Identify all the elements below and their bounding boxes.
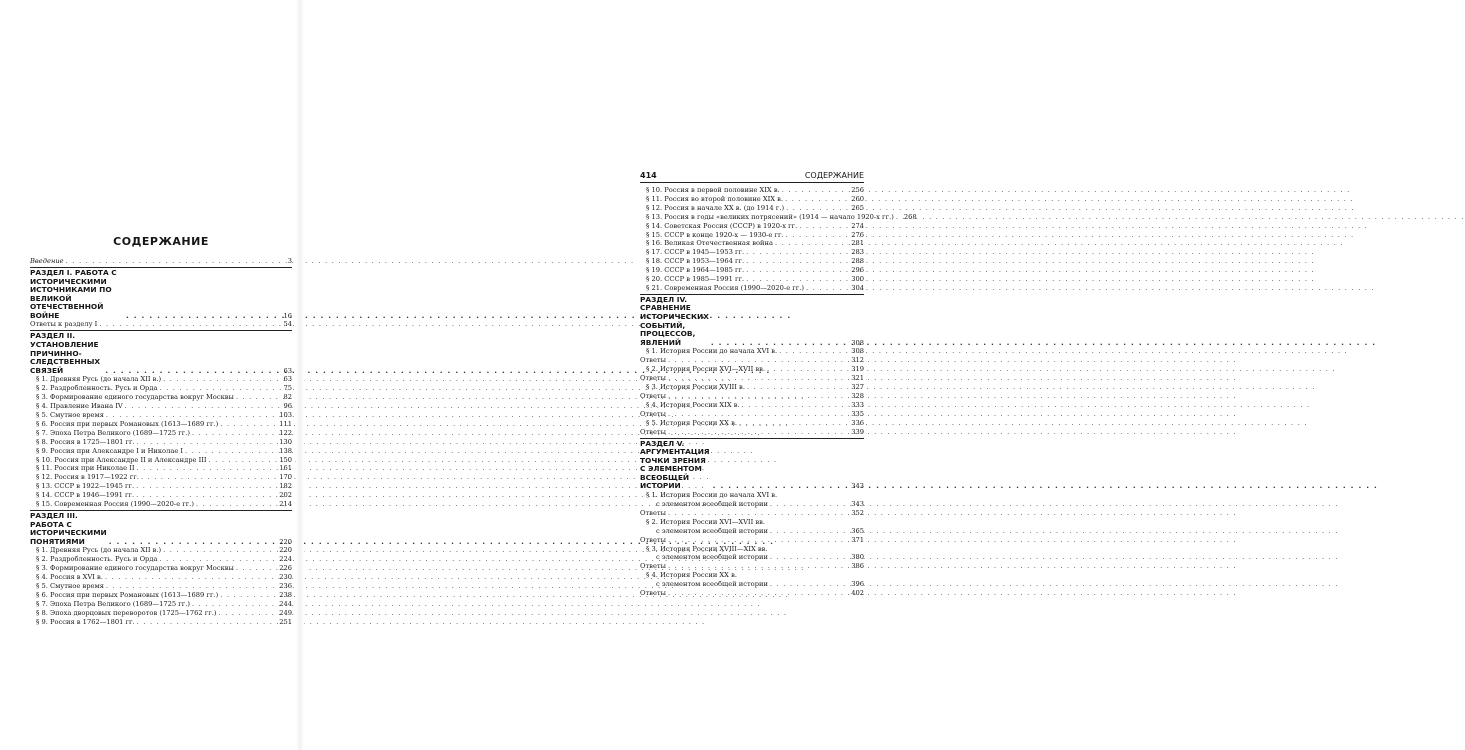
toc-entry-title: РАЗДЕЛ I. РАБОТА С ИСТОРИЧЕСКИМИ ИСТОЧНИКАМИ ПО ВЕЛИКОЙ ОТЕЧЕСТВЕННОЙ ВОЙНЕ <box>30 267 117 320</box>
toc-entry-title: с элементом всеобщей истории <box>656 526 768 535</box>
toc-leader-dots <box>109 538 277 547</box>
toc-leader-dots <box>668 589 849 598</box>
toc-entry-page: 276 <box>851 230 864 239</box>
toc-entry-sub <box>640 580 864 589</box>
toc-entry-sub <box>640 553 864 562</box>
toc-entry-answer <box>30 320 292 329</box>
toc-entry-title: § 12. Россия в начале XX в. (до 1914 г.) <box>646 203 785 212</box>
toc-entry-title: § 3. Формирование единого государства вокруг Москвы <box>36 564 234 573</box>
toc-entry-page: 352 <box>851 508 864 517</box>
toc-entry-para <box>30 555 292 564</box>
toc-entry-title: § 4. История России XIX в. <box>646 400 740 409</box>
toc-entry-title: Ответы <box>640 409 666 418</box>
toc-entry-title: § 1. История России до начала XVI в. <box>646 491 778 500</box>
toc-entry-para <box>640 212 917 222</box>
toc-entry-para <box>640 231 864 240</box>
toc-entry-para <box>30 582 292 591</box>
toc-leader-dots <box>126 312 282 321</box>
toc-entry-title: § 13. Россия в годы «великих потрясений» (1914 — начало 1920-х гг.) <box>646 212 894 221</box>
toc-entry-title: Ответы <box>640 562 666 571</box>
toc-entry-page: 300 <box>851 275 864 284</box>
toc-entry-title: § 3. История России XVIII—XIX вв. <box>646 544 768 553</box>
toc-leader-dots <box>668 536 849 545</box>
toc-entry-section <box>30 267 292 321</box>
toc-entry-para <box>640 195 864 204</box>
toc-entry-title: РАЗДЕЛ IV. СРАВНЕНИЕ ИСТОРИЧЕСКИХ СОБЫТИЙ, ПРОЦЕССОВ, ЯВЛЕНИЙ <box>640 294 709 347</box>
toc-leader-dots <box>739 419 849 428</box>
toc-entry-page: 335 <box>851 409 864 418</box>
toc-entry-title: § 12. Россия в 1917—1922 гг. <box>36 473 139 482</box>
toc-entry-title: § 9. Россия в 1762—1801 гг. <box>36 617 135 626</box>
toc-leader-dots <box>219 609 278 618</box>
toc-entry-page: 54 <box>283 320 292 329</box>
toc-entry-title: § 11. Россия при Николае II <box>36 464 135 473</box>
toc-leader-dots <box>125 402 282 411</box>
toc-leader-dots <box>668 356 849 365</box>
toc-entry-title: § 19. СССР в 1964—1985 гг. <box>646 266 745 275</box>
toc-leader-dots <box>767 365 849 374</box>
toc-entry-page: 63 <box>283 366 292 375</box>
toc-entry-title: § 9. Россия при Александре I и Николае I <box>36 446 184 455</box>
toc-entry-page: 265 <box>851 203 864 212</box>
toc-entry-page: 339 <box>851 427 864 436</box>
toc-entry-title: § 21. Современная Россия (1990—2020-е гг.) <box>646 283 805 292</box>
toc-entry-page: 224 <box>279 555 292 564</box>
toc-entry-page: 268 <box>903 212 917 221</box>
toc-entry-title: § 2. История России XVI—XVII вв. <box>646 365 765 374</box>
toc-entry-title: § 16. Великая Отечественная война <box>646 239 773 248</box>
toc-entry-page: 3 <box>287 257 292 265</box>
toc-entry-para <box>30 429 292 438</box>
toc-leader-dots <box>713 482 850 491</box>
toc-entry-para <box>30 411 292 420</box>
toc-leader-dots <box>770 580 849 589</box>
toc-entry-title: § 17. СССР в 1945—1953 гг. <box>646 248 745 257</box>
toc-entry-page: 386 <box>851 562 864 571</box>
toc-entry-title: § 20. СССР в 1985—1991 гг. <box>646 275 745 284</box>
toc-entry-page: 16 <box>283 311 292 320</box>
toc-entry-page: 274 <box>851 221 864 230</box>
toc-entry-para <box>640 571 864 580</box>
toc-leader-dots <box>105 573 277 582</box>
toc-entry-page: 308 <box>851 347 864 356</box>
toc-entry-para <box>30 573 292 582</box>
toc-entry-page: 75 <box>283 384 292 393</box>
toc-entry-para <box>30 402 292 411</box>
toc-entry-title: § 8. Россия в 1725—1801 гг. <box>36 437 135 446</box>
toc-leader-dots <box>66 257 286 266</box>
toc-entry-para <box>30 600 292 609</box>
toc-entry-para <box>640 401 864 410</box>
toc-entry-page: 327 <box>851 383 864 392</box>
toc-entry-page: 170 <box>279 473 292 482</box>
toc-entry-page: 220 <box>279 537 292 546</box>
page-title: СОДЕРЖАНИЕ <box>113 235 209 248</box>
toc-leader-dots <box>136 482 277 491</box>
toc-leader-dots <box>136 491 277 500</box>
toc-entry-sub <box>640 500 864 509</box>
toc-entry-title: § 6. Россия при первых Романовых (1613—1689 гг.) <box>36 590 219 599</box>
toc-entry-para <box>640 248 864 257</box>
toc-entry-page: 161 <box>279 464 292 473</box>
toc-leader-dots <box>785 195 849 204</box>
toc-entry-page: 138 <box>279 446 292 455</box>
toc-leader-dots <box>799 222 849 231</box>
toc-entry-page: 111 <box>279 419 292 428</box>
toc-entry-title: § 1. Древняя Русь (до начала XII в.) <box>36 375 162 384</box>
toc-entry-answer <box>640 428 864 437</box>
toc-entry-answer <box>640 410 864 419</box>
toc-entry-section <box>30 330 292 375</box>
toc-entry-title: РАЗДЕЛ III. РАБОТА С ИСТОРИЧЕСКИМИ ПОНЯТИЯМИ <box>30 510 107 546</box>
toc-entry-page: 336 <box>851 418 864 427</box>
toc-entry-para <box>640 518 864 527</box>
toc-leader-dots <box>896 213 902 222</box>
toc-leader-dots <box>806 284 849 293</box>
toc-entry-para <box>30 473 292 482</box>
toc-leader-dots <box>106 411 277 420</box>
toc-entry-para <box>30 393 292 402</box>
toc-entry-title: § 2. Раздробленность. Русь и Орда <box>36 384 158 393</box>
toc-entry-title: § 13. СССР в 1922—1945 гг. <box>36 482 135 491</box>
toc-entry-para <box>30 564 292 573</box>
toc-entry-title: § 2. Раздробленность. Русь и Орда <box>36 555 158 564</box>
toc-leader-dots <box>136 464 277 473</box>
toc-entry-title: § 2. История России XVI—XVII вв. <box>646 517 765 526</box>
toc-entry-page: 96 <box>283 402 292 411</box>
toc-leader-dots <box>159 555 277 564</box>
toc-entry-title: Ответы к разделу I <box>30 320 98 329</box>
toc-entry-page: 365 <box>851 526 864 535</box>
toc-entry-page: 402 <box>851 589 864 598</box>
toc-entry-para <box>640 266 864 275</box>
toc-entry-title: с элементом всеобщей истории <box>656 580 768 589</box>
toc-entry-title: § 15. СССР в конце 1920-х — 1930-е гг. <box>646 230 784 239</box>
left-toc-list <box>30 257 292 626</box>
toc-leader-dots <box>746 266 849 275</box>
toc-entry-page: 103 <box>279 410 292 419</box>
toc-entry-page: 150 <box>279 455 292 464</box>
toc-entry-page: 82 <box>283 393 292 402</box>
toc-leader-dots <box>163 375 281 384</box>
toc-entry-title: § 14. Советская Россия (СССР) в 1920-х гг. <box>646 221 798 230</box>
toc-leader-dots <box>163 546 277 555</box>
toc-entry-title: Введение <box>30 257 64 265</box>
toc-leader-dots <box>137 618 278 627</box>
toc-entry-title: РАЗДЕЛ II. УСТАНОВЛЕНИЕ ПРИЧИННО-СЛЕДСТВЕННЫХ СВЯЗЕЙ <box>30 331 101 375</box>
toc-entry-page: 308 <box>851 338 864 347</box>
toc-leader-dots <box>779 347 849 356</box>
toc-entry-para <box>30 420 292 429</box>
toc-entry-answer <box>640 536 864 545</box>
toc-entry-title: Ответы <box>640 427 666 436</box>
toc-leader-dots <box>746 275 849 284</box>
toc-leader-dots <box>159 384 281 393</box>
toc-entry-title: § 18. СССР в 1953—1964 гг. <box>646 257 745 266</box>
toc-entry-para <box>640 545 864 554</box>
toc-leader-dots <box>782 186 850 195</box>
toc-leader-dots <box>185 447 277 456</box>
toc-leader-dots <box>220 591 277 600</box>
toc-entry-para <box>640 222 864 231</box>
toc-entry-title: § 3. Формирование единого государства вокруг Москвы <box>36 393 234 402</box>
toc-entry-para <box>30 618 292 627</box>
toc-entry-title: § 6. Россия при первых Романовых (1613—1689 гг.) <box>36 419 219 428</box>
toc-entry-title: Ответы <box>640 589 666 598</box>
toc-entry-answer <box>640 356 864 365</box>
toc-entry-para <box>30 482 292 491</box>
toc-leader-dots <box>746 257 849 266</box>
toc-entry-page: 288 <box>851 257 864 266</box>
toc-entry-page: 380 <box>851 553 864 562</box>
toc-leader-dots <box>141 473 277 482</box>
toc-leader-dots <box>137 438 278 447</box>
toc-entry-answer <box>640 562 864 571</box>
toc-entry-section <box>640 294 864 348</box>
toc-entry-page: 283 <box>851 248 864 257</box>
toc-entry-title: с элементом всеобщей истории <box>656 553 768 562</box>
toc-entry-para <box>640 284 864 293</box>
toc-entry-page: 343 <box>851 499 864 508</box>
toc-entry-page: 321 <box>851 374 864 383</box>
toc-entry-title: § 7. Эпоха Петра Великого (1689—1725 гг.) <box>36 428 190 437</box>
toc-leader-dots <box>770 500 849 509</box>
toc-leader-dots <box>236 393 282 402</box>
toc-entry-page: 220 <box>279 546 292 555</box>
toc-entry-para <box>30 456 292 465</box>
toc-entry-page: 249 <box>279 608 292 617</box>
toc-entry-page: 304 <box>851 283 864 292</box>
toc-entry-page: 122 <box>279 428 292 437</box>
toc-entry-page: 214 <box>279 500 292 509</box>
toc-leader-dots <box>668 562 849 571</box>
toc-entry-intro <box>30 257 292 266</box>
toc-entry-title: Ответы <box>640 535 666 544</box>
toc-entry-sub <box>640 527 864 536</box>
toc-entry-title: § 5. Смутное время <box>36 410 104 419</box>
left-page <box>0 0 300 750</box>
page-number: 414 <box>640 171 657 180</box>
toc-entry-para <box>30 500 292 509</box>
toc-leader-dots <box>99 320 281 329</box>
toc-entry-section <box>640 438 864 492</box>
toc-entry-page: 256 <box>851 186 864 194</box>
toc-entry-para <box>640 347 864 356</box>
toc-leader-dots <box>668 374 849 383</box>
toc-entry-para <box>640 186 864 195</box>
running-head-title: СОДЕРЖАНИЕ <box>804 171 864 180</box>
toc-entry-page: 130 <box>279 437 292 446</box>
toc-entry-title: Ответы <box>640 508 666 517</box>
toc-entry-page: 202 <box>279 491 292 500</box>
toc-entry-para <box>640 491 864 500</box>
toc-entry-title: Ответы <box>640 391 666 400</box>
toc-entry-para <box>30 375 292 384</box>
toc-entry-para <box>30 609 292 618</box>
toc-entry-para <box>640 239 864 248</box>
toc-leader-dots <box>742 401 850 410</box>
toc-leader-dots <box>192 600 277 609</box>
toc-entry-page: 312 <box>851 356 864 365</box>
toc-entry-page: 226 <box>279 564 292 573</box>
toc-entry-page: 182 <box>279 482 292 491</box>
toc-leader-dots <box>786 231 850 240</box>
toc-leader-dots <box>786 204 849 213</box>
toc-leader-dots <box>711 339 849 348</box>
toc-entry-title: РАЗДЕЛ V. АРГУМЕНТАЦИЯ ТОЧКИ ЗРЕНИЯ С ЭЛЕМЕНТОМ ВСЕОБЩЕЙ ИСТОРИИ <box>640 438 710 491</box>
toc-leader-dots <box>220 420 277 429</box>
toc-entry-para <box>640 275 864 284</box>
toc-entry-title: § 5. Смутное время <box>36 581 104 590</box>
toc-entry-page: 371 <box>851 535 864 544</box>
toc-entry-para <box>640 204 864 213</box>
toc-entry-title: Ответы <box>640 374 666 383</box>
toc-entry-title: с элементом всеобщей истории <box>656 499 768 508</box>
toc-entry-title: § 1. Древняя Русь (до начала XII в.) <box>36 546 162 555</box>
toc-entry-title: § 5. История России XX в. <box>646 418 737 427</box>
toc-leader-dots <box>746 248 849 257</box>
toc-entry-page: 343 <box>851 482 864 491</box>
toc-entry-section <box>30 510 292 546</box>
toc-entry-para <box>30 447 292 456</box>
toc-leader-dots <box>106 582 277 591</box>
toc-entry-para <box>640 383 864 392</box>
toc-leader-dots <box>196 500 277 509</box>
toc-entry-page: 296 <box>851 266 864 275</box>
toc-entry-page: 238 <box>279 590 292 599</box>
toc-entry-title: § 4. Правление Ивана IV <box>36 402 123 411</box>
toc-leader-dots <box>747 383 849 392</box>
toc-entry-para <box>30 546 292 555</box>
toc-entry-page: 251 <box>279 617 292 626</box>
toc-entry-title: § 14. СССР в 1946—1991 гг. <box>36 491 135 500</box>
toc-leader-dots <box>192 429 277 438</box>
toc-entry-title: § 7. Эпоха Петра Великого (1689—1725 гг.) <box>36 599 190 608</box>
toc-entry-para <box>640 365 864 374</box>
toc-leader-dots <box>668 509 849 518</box>
toc-leader-dots <box>668 428 849 437</box>
toc-entry-answer <box>640 392 864 401</box>
toc-leader-dots <box>770 553 849 562</box>
toc-leader-dots <box>775 239 849 248</box>
toc-leader-dots <box>105 367 281 376</box>
toc-entry-page: 236 <box>279 581 292 590</box>
toc-entry-answer <box>640 589 864 598</box>
toc-leader-dots <box>668 392 849 401</box>
toc-entry-para <box>30 438 292 447</box>
toc-entry-title: § 8. Эпоха дворцовых переворотов (1725—1762 гг.) <box>36 608 217 617</box>
toc-entry-para <box>30 591 292 600</box>
toc-entry-page: 63 <box>283 375 292 384</box>
toc-entry-title: Ответы <box>640 356 666 365</box>
toc-entry-para <box>640 257 864 266</box>
toc-entry-title: § 1. История России до начала XVI в. <box>646 347 778 356</box>
toc-entry-page: 260 <box>851 194 864 203</box>
toc-entry-page: 328 <box>851 391 864 400</box>
toc-leader-dots <box>770 527 849 536</box>
toc-entry-answer <box>640 374 864 383</box>
toc-entry-para <box>640 419 864 428</box>
toc-entry-para <box>30 464 292 473</box>
toc-entry-para <box>30 384 292 393</box>
toc-entry-page: 333 <box>851 400 864 409</box>
toc-entry-title: § 3. История России XVIII в. <box>646 383 745 392</box>
toc-entry-para <box>30 491 292 500</box>
right-page <box>300 0 917 750</box>
toc-entry-page: 244 <box>279 599 292 608</box>
toc-leader-dots <box>668 410 849 419</box>
toc-entry-title: § 4. История России XX в. <box>646 571 737 580</box>
toc-entry-answer <box>640 509 864 518</box>
right-toc-list <box>640 186 917 598</box>
toc-entry-page: 230 <box>279 573 292 582</box>
toc-entry-title: § 4. Россия в XVI в. <box>36 573 103 582</box>
toc-entry-title: § 15. Современная Россия (1990—2020-е гг.) <box>36 500 195 509</box>
toc-entry-title: § 10. Россия при Александре II и Александре III <box>36 455 207 464</box>
toc-entry-page: 319 <box>851 365 864 374</box>
toc-leader-dots <box>236 564 277 573</box>
toc-entry-title: § 11. Россия во второй половине XIX в. <box>646 194 784 203</box>
toc-leader-dots <box>209 456 278 465</box>
toc-entry-page: 396 <box>851 580 864 589</box>
toc-entry-page: 281 <box>851 239 864 248</box>
running-head <box>640 170 864 183</box>
toc-entry-title: § 10. Россия в первой половине XIX в. <box>646 186 780 194</box>
